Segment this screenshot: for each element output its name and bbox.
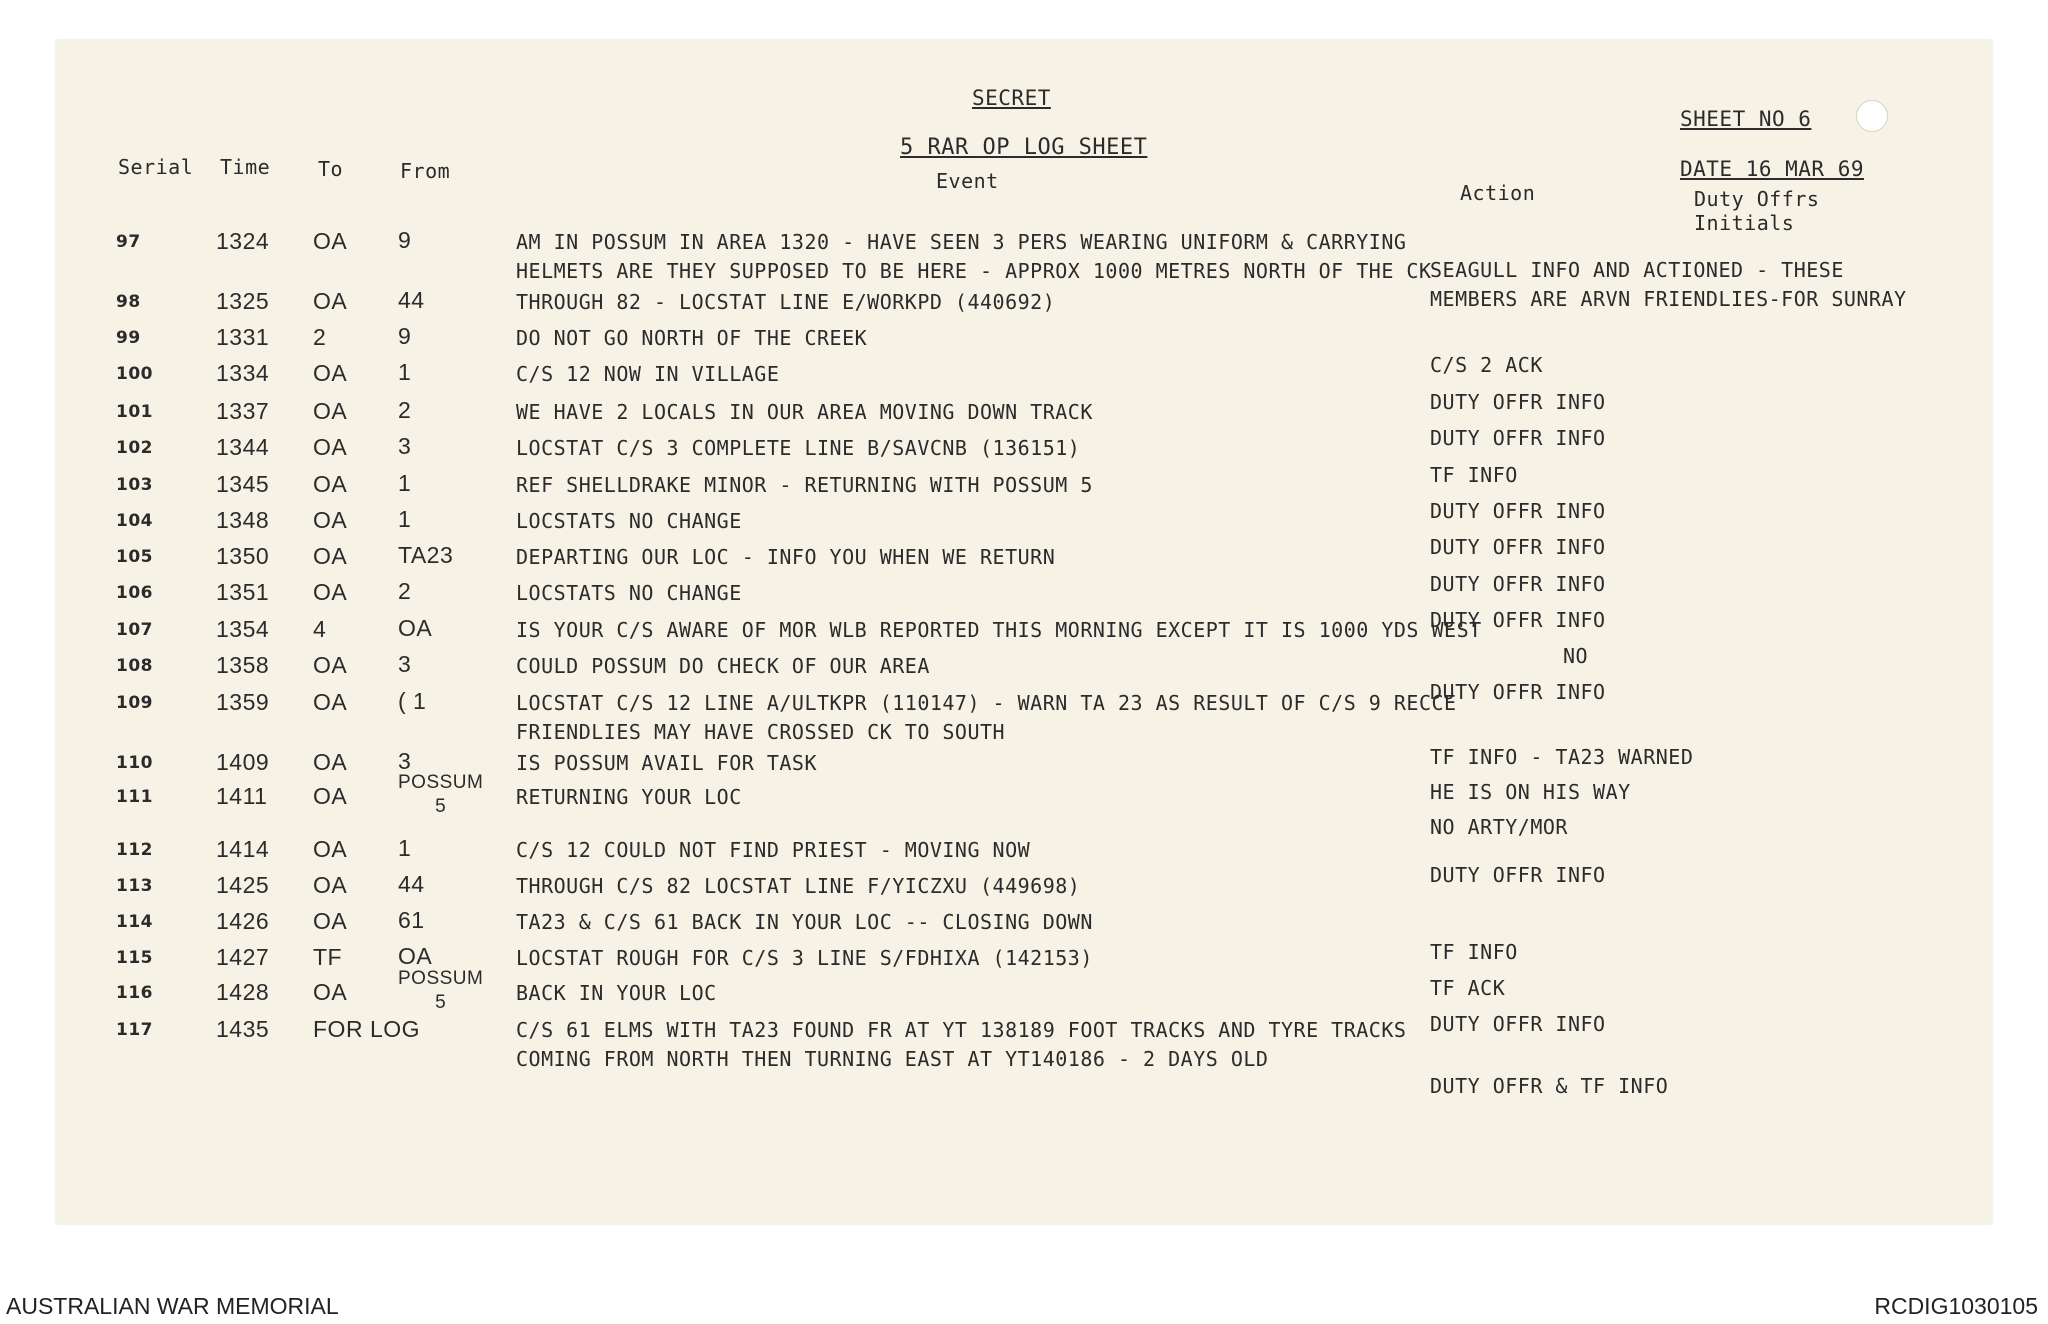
row-time: 1331 — [216, 324, 270, 350]
row-from: ( 1 — [398, 688, 427, 714]
sheet-date: DATE 16 MAR 69 — [1680, 157, 1865, 181]
row-to: OA — [313, 749, 348, 775]
row-event: LOCSTATS NO CHANGE — [516, 509, 742, 533]
row-time: 1428 — [216, 979, 270, 1005]
row-time: 1337 — [216, 398, 270, 424]
archive-footer — [0, 1289, 2048, 1324]
row-from: 3 — [398, 433, 412, 459]
row-time: 1350 — [216, 543, 270, 569]
archive-name: AUSTRALIAN WAR MEMORIAL — [6, 1293, 339, 1319]
row-action: C/S 2 ACK — [1430, 353, 1543, 377]
row-time: 1351 — [216, 579, 270, 605]
row-event: DEPARTING OUR LOC - INFO YOU WHEN WE RETURN — [516, 545, 1056, 569]
row-action: DUTY OFFR INFO — [1430, 1012, 1606, 1036]
row-time: 1325 — [216, 288, 270, 314]
row-from: 9 — [398, 323, 412, 349]
row-from: 1 — [398, 835, 412, 861]
row-time: 1427 — [216, 944, 270, 970]
row-event: REF SHELLDRAKE MINOR - RETURNING WITH POSSUM 5 — [516, 473, 1093, 497]
row-action: HE IS ON HIS WAY — [1430, 780, 1631, 804]
row-action: TF INFO — [1430, 940, 1518, 964]
row-serial: 104 — [116, 511, 153, 531]
row-action: DUTY OFFR INFO — [1430, 863, 1606, 887]
row-serial: 115 — [116, 948, 153, 968]
row-time: 1334 — [216, 360, 270, 386]
row-event: AM IN POSSUM IN AREA 1320 - HAVE SEEN 3 PERS WEARING UNIFORM & CARRYING HELMETS ARE THEY SUPPOSED TO BE HERE - APPROX 1000 METRES NORTH OF THE CK — [516, 230, 1432, 283]
row-action: DUTY OFFR INFO — [1430, 608, 1606, 632]
row-time: 1411 — [216, 783, 268, 809]
row-event: IS POSSUM AVAIL FOR TASK — [516, 751, 817, 775]
row-time: 1324 — [216, 228, 270, 254]
row-time: 1426 — [216, 908, 270, 934]
row-to: 2 — [313, 324, 327, 350]
sheet-number: SHEET NO 6 — [1680, 107, 1812, 131]
row-serial: 107 — [116, 620, 153, 640]
row-action: TF ACK — [1430, 976, 1506, 1000]
row-to: OA — [313, 783, 348, 809]
row-serial: 116 — [116, 983, 153, 1003]
col-header-to: To — [318, 157, 344, 181]
row-action: DUTY OFFR INFO — [1430, 499, 1606, 523]
row-from: 2 — [398, 578, 412, 604]
row-from: 61 — [398, 907, 425, 933]
row-from: 44 — [398, 287, 425, 313]
row-event: LOCSTATS NO CHANGE — [516, 581, 742, 605]
row-from: POSSUM 5 — [398, 968, 484, 1013]
row-to: OA — [313, 836, 348, 862]
row-event: LOCSTAT C/S 3 COMPLETE LINE B/SAVCNB (136151) — [516, 436, 1081, 460]
row-from: 2 — [398, 397, 412, 423]
row-time: 1348 — [216, 507, 270, 533]
row-serial: 114 — [116, 912, 153, 932]
row-serial: 106 — [116, 583, 153, 603]
row-event: DO NOT GO NORTH OF THE CREEK — [516, 326, 868, 350]
row-from: TA23 — [398, 542, 454, 568]
row-serial: 105 — [116, 547, 153, 567]
row-serial: 102 — [116, 438, 153, 458]
row-to: OA — [313, 434, 348, 460]
row-event: WE HAVE 2 LOCALS IN OUR AREA MOVING DOWN TRACK — [516, 400, 1093, 424]
row-to: OA — [313, 579, 348, 605]
row-serial: 99 — [116, 328, 141, 348]
row-to: OA — [313, 228, 348, 254]
row-event: IS YOUR C/S AWARE OF MOR WLB REPORTED THIS MORNING EXCEPT IT IS 1000 YDS WEST — [516, 618, 1482, 642]
row-serial: 101 — [116, 402, 153, 422]
punch-hole — [1856, 100, 1888, 132]
col-header-serial: Serial — [118, 155, 194, 179]
row-action: DUTY OFFR INFO — [1430, 426, 1606, 450]
col-header-from: From — [400, 159, 451, 183]
row-serial: 113 — [116, 876, 153, 896]
row-to: OA — [313, 471, 348, 497]
row-to: OA — [313, 652, 348, 678]
col-header-duty-initials: Duty Offrs Initials — [1694, 187, 1820, 235]
row-from: POSSUM 5 — [398, 772, 484, 817]
row-serial: 103 — [116, 475, 153, 495]
row-from: 44 — [398, 871, 425, 897]
row-to: TF — [313, 944, 343, 970]
row-action: DUTY OFFR INFO — [1430, 572, 1606, 596]
row-event: RETURNING YOUR LOC — [516, 785, 742, 809]
row-to: OA — [313, 507, 348, 533]
row-serial: 117 — [116, 1020, 153, 1040]
row-serial: 109 — [116, 693, 153, 713]
row-to: FOR LOG — [313, 1016, 421, 1042]
row-action: NO — [1563, 644, 1589, 668]
row-from: 1 — [398, 470, 412, 496]
row-event: LOCSTAT ROUGH FOR C/S 3 LINE S/FDHIXA (142153) — [516, 946, 1093, 970]
sheet-title: 5 RAR OP LOG SHEET — [900, 135, 1148, 160]
col-header-time: Time — [220, 155, 271, 179]
row-to: OA — [313, 908, 348, 934]
row-to: OA — [313, 689, 348, 715]
row-serial: 112 — [116, 840, 153, 860]
col-header-event: Event — [936, 169, 999, 193]
row-time: 1425 — [216, 872, 270, 898]
row-from: 9 — [398, 227, 412, 253]
row-serial: 98 — [116, 292, 141, 312]
row-from: 1 — [398, 506, 412, 532]
row-action: DUTY OFFR INFO — [1430, 680, 1606, 704]
row-action: TF INFO — [1430, 463, 1518, 487]
row-time: 1358 — [216, 652, 270, 678]
row-action: DUTY OFFR INFO — [1430, 390, 1606, 414]
row-to: OA — [313, 288, 348, 314]
row-serial: 111 — [116, 787, 153, 807]
row-time: 1414 — [216, 836, 270, 862]
row-time: 1345 — [216, 471, 270, 497]
row-event: C/S 12 NOW IN VILLAGE — [516, 362, 780, 386]
row-to: OA — [313, 872, 348, 898]
row-from: OA — [398, 615, 433, 641]
archive-id: RCDIG1030105 — [1874, 1293, 2038, 1319]
col-header-action: Action — [1460, 181, 1536, 205]
row-action: NO ARTY/MOR — [1430, 815, 1568, 839]
row-action: TF INFO - TA23 WARNED — [1430, 745, 1694, 769]
row-serial: 100 — [116, 364, 153, 384]
row-from: 3 — [398, 651, 412, 677]
row-action: DUTY OFFR & TF INFO — [1430, 1074, 1669, 1098]
row-event: THROUGH 82 - LOCSTAT LINE E/WORKPD (440692) — [516, 290, 1056, 314]
row-serial: 110 — [116, 753, 153, 773]
row-serial: 97 — [116, 232, 141, 252]
row-event: C/S 61 ELMS WITH TA23 FOUND FR AT YT 138189 FOOT TRACKS AND TYRE TRACKS COMING FROM NORTH THEN TURNING EAST AT YT140186 - 2 DAYS OLD — [516, 1018, 1407, 1071]
row-event: COULD POSSUM DO CHECK OF OUR AREA — [516, 654, 930, 678]
row-event: THROUGH C/S 82 LOCSTAT LINE F/YICZXU (449698) — [516, 874, 1081, 898]
row-event: BACK IN YOUR LOC — [516, 981, 717, 1005]
row-from: 3 — [398, 748, 412, 774]
row-to: OA — [313, 398, 348, 424]
row-time: 1435 — [216, 1016, 270, 1042]
row-to: OA — [313, 979, 348, 1005]
row-from: OA — [398, 943, 433, 969]
row-to: OA — [313, 543, 348, 569]
row-time: 1344 — [216, 434, 270, 460]
row-from: 1 — [398, 359, 412, 385]
row-event: TA23 & C/S 61 BACK IN YOUR LOC -- CLOSING DOWN — [516, 910, 1093, 934]
row-to: OA — [313, 360, 348, 386]
row-to: 4 — [313, 616, 327, 642]
row-event: C/S 12 COULD NOT FIND PRIEST - MOVING NOW — [516, 838, 1031, 862]
row-time: 1359 — [216, 689, 270, 715]
row-action: DUTY OFFR INFO — [1430, 535, 1606, 559]
classification-label: SECRET — [972, 86, 1051, 110]
row-serial: 108 — [116, 656, 153, 676]
row-time: 1409 — [216, 749, 270, 775]
row-time: 1354 — [216, 616, 270, 642]
row-action: SEAGULL INFO AND ACTIONED - THESE MEMBERS ARE ARVN FRIENDLIES-FOR SUNRAY — [1430, 258, 1907, 311]
row-event: LOCSTAT C/S 12 LINE A/ULTKPR (110147) - WARN TA 23 AS RESULT OF C/S 9 RECCE FRIENDLIES MAY HAVE CROSSED CK TO SOUTH — [516, 691, 1457, 744]
